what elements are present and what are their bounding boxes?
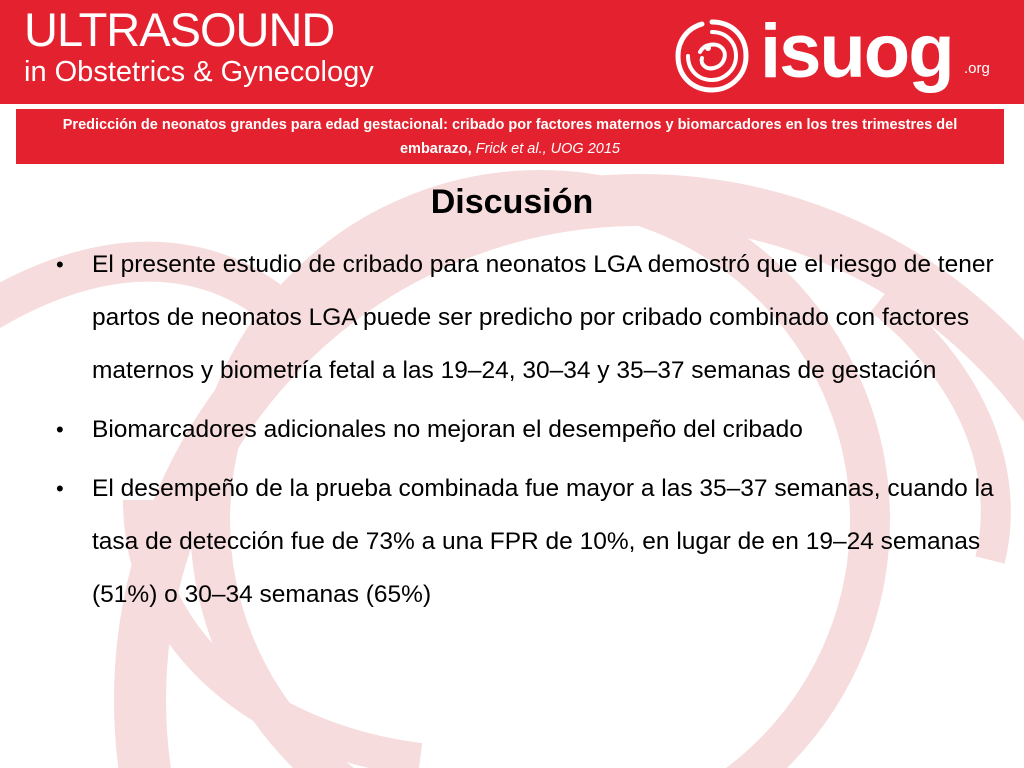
citation-reference: Frick et al., UOG 2015	[475, 140, 620, 157]
bullet-list	[48, 238, 998, 627]
logo-wordmark: isuog	[760, 9, 953, 94]
citation-title: Predicción de neonatos grandes para edad gestacional: cribado por factores maternos y biomarcadores en los tres trimestres del embarazo,	[62, 116, 958, 157]
bullet-item	[48, 403, 998, 456]
bullet-text: El desempeño de la prueba combinada fue mayor a las 35–37 semanas, cuando la tasa de detección fue de 73% a una FPR de 10%, en lugar de en 19–24 semanas (51%) o 30–34 semanas (65%)	[92, 475, 994, 608]
bullet-icon: •	[56, 417, 64, 442]
citation-text	[44, 113, 976, 161]
bullet-text: El presente estudio de cribado para neonatos LGA demostró que el riesgo de tener partos de neonatos LGA puede ser predicho por cribado combinado con factores maternos y biometría fetal a las 19–24, 30–34 y 35–37 semanas de gestación	[92, 251, 994, 384]
citation-banner	[16, 109, 1004, 164]
header-band	[0, 0, 1024, 104]
bullet-icon: •	[56, 252, 64, 277]
isuog-logo	[668, 6, 1008, 102]
journal-subtitle: in Obstetrics & Gynecology	[24, 56, 374, 88]
bullet-icon: •	[56, 476, 64, 501]
bullet-item	[48, 462, 998, 621]
bullet-text: Biomarcadores adicionales no mejoran el desempeño del cribado	[92, 416, 803, 443]
bullet-item	[48, 238, 998, 397]
logo-org-suffix: .org	[964, 60, 990, 77]
isuog-emblem-icon	[672, 16, 752, 96]
slide-title: Discusión	[430, 183, 594, 221]
journal-title: ULTRASOUND	[24, 3, 335, 56]
